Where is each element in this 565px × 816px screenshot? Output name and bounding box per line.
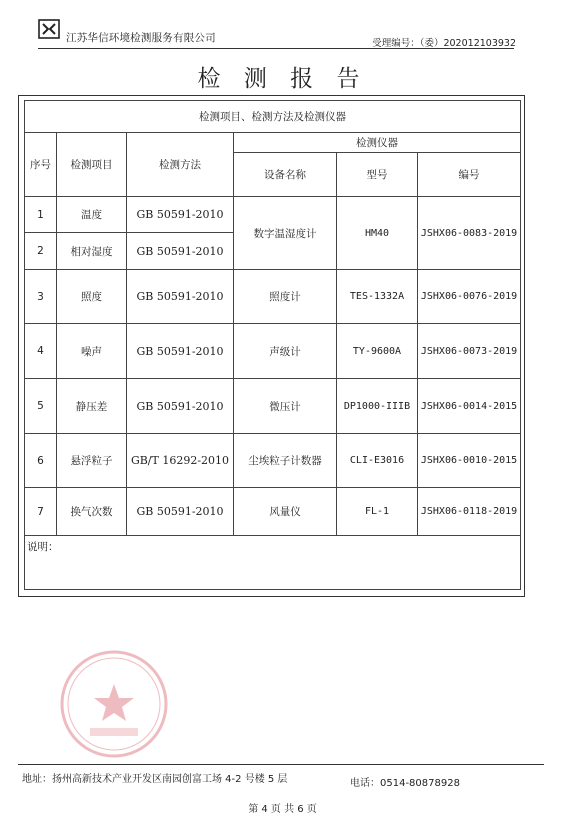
inspection-table xyxy=(24,100,521,590)
row-model: CLI-E3016 xyxy=(337,434,418,488)
header-method: 检测方法 xyxy=(127,133,234,197)
row-seq: 5 xyxy=(25,379,57,434)
table-row xyxy=(25,197,521,233)
row-model: TY-9600A xyxy=(337,324,418,379)
header-instrument: 检测仪器 xyxy=(234,133,521,153)
row-method: GB 50591-2010 xyxy=(127,488,234,536)
company-logo-icon xyxy=(38,18,60,40)
row-code: JSHX06-0076-2019 xyxy=(418,270,521,324)
report-header xyxy=(38,18,516,52)
row-method: GB 50591-2010 xyxy=(127,324,234,379)
company-name: 江苏华信环境检测服务有限公司 xyxy=(66,32,216,44)
row-method: GB 50591-2010 xyxy=(127,379,234,434)
row-code: JSHX06-0014-2015 xyxy=(418,379,521,434)
row-device: 声级计 xyxy=(234,324,337,379)
row-device: 微压计 xyxy=(234,379,337,434)
row-method: GB 50591-2010 xyxy=(127,270,234,324)
header-item: 检测项目 xyxy=(57,133,127,197)
row-seq: 1 xyxy=(25,197,57,233)
row-device: 照度计 xyxy=(234,270,337,324)
row-device: 数字温湿度计 xyxy=(234,197,337,270)
header-code: 编号 xyxy=(418,153,521,197)
row-item: 换气次数 xyxy=(57,488,127,536)
row-seq: 4 xyxy=(25,324,57,379)
row-item: 噪声 xyxy=(57,324,127,379)
row-seq: 2 xyxy=(25,233,57,270)
row-item: 温度 xyxy=(57,197,127,233)
company-phone: 电话：0514-80878928 xyxy=(350,778,460,789)
company-address: 地址：扬州高新技术产业开发区南园创富工场 4-2 号楼 5 层 xyxy=(22,774,288,785)
footer-divider xyxy=(18,764,544,765)
row-method: GB/T 16292-2010 xyxy=(127,434,234,488)
header-seq: 序号 xyxy=(25,133,57,197)
row-seq: 3 xyxy=(25,270,57,324)
page-number: 第 4 页 共 6 页 xyxy=(248,804,317,815)
header-device-name: 设备名称 xyxy=(234,153,337,197)
table-row xyxy=(25,488,521,536)
row-model: DP1000-IIIB xyxy=(337,379,418,434)
row-code: JSHX06-0083-2019 xyxy=(418,197,521,270)
page-title: 检 测 报 告 xyxy=(197,66,368,92)
row-model: HM40 xyxy=(337,197,418,270)
row-seq: 6 xyxy=(25,434,57,488)
table-row xyxy=(25,379,521,434)
row-method: GB 50591-2010 xyxy=(127,233,234,270)
row-method: GB 50591-2010 xyxy=(127,197,234,233)
row-code: JSHX06-0010-2015 xyxy=(418,434,521,488)
notes-cell: 说明： xyxy=(25,536,521,590)
row-item: 静压差 xyxy=(57,379,127,434)
row-device: 风量仪 xyxy=(234,488,337,536)
acceptance-number: 受理编号：（委）202012103932 xyxy=(372,38,516,49)
row-item: 悬浮粒子 xyxy=(57,434,127,488)
row-model: TES-1332A xyxy=(337,270,418,324)
row-item: 相对湿度 xyxy=(57,233,127,270)
row-code: JSHX06-0118-2019 xyxy=(418,488,521,536)
table-caption: 检测项目、检测方法及检测仪器 xyxy=(25,101,521,133)
table-row xyxy=(25,270,521,324)
table-row xyxy=(25,324,521,379)
official-seal-icon xyxy=(58,648,170,760)
row-item: 照度 xyxy=(57,270,127,324)
header-model: 型号 xyxy=(337,153,418,197)
row-device: 尘埃粒子计数器 xyxy=(234,434,337,488)
header-divider xyxy=(38,48,514,49)
row-model: FL-1 xyxy=(337,488,418,536)
row-code: JSHX06-0073-2019 xyxy=(418,324,521,379)
table-row xyxy=(25,434,521,488)
row-seq: 7 xyxy=(25,488,57,536)
